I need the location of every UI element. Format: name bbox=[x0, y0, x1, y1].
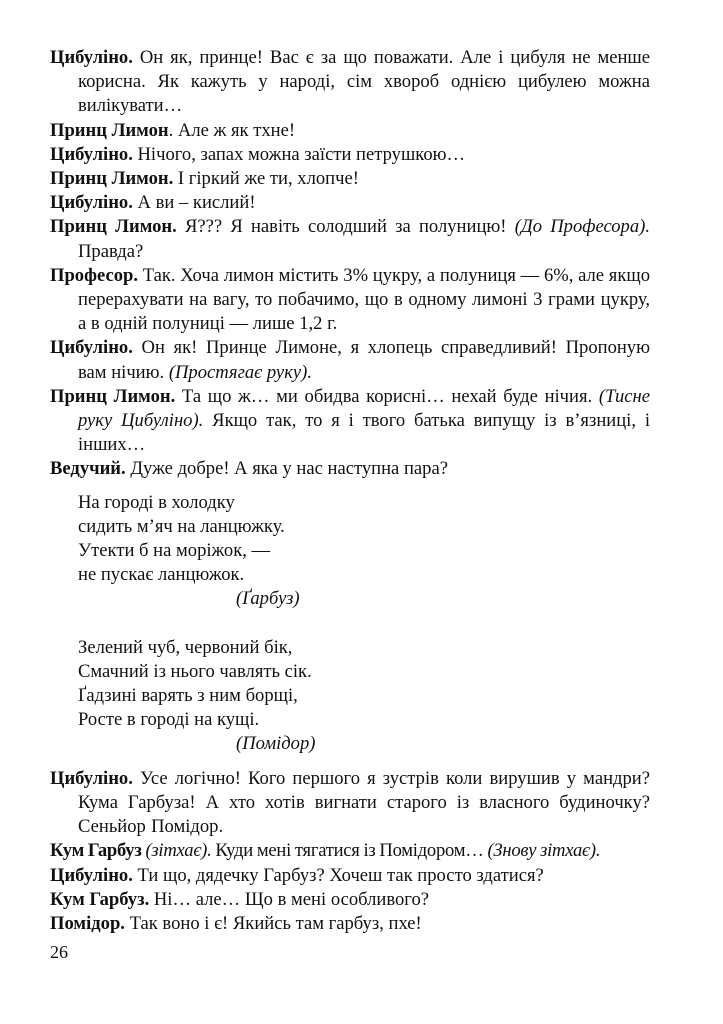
speech-text: . Але ж як тхне! bbox=[168, 119, 296, 141]
verse-line: Утекти б на моріжок, — bbox=[78, 540, 271, 562]
speaker-name: Кум Гарбуз bbox=[50, 840, 142, 862]
speaker-name: Кум Гарбуз. bbox=[50, 888, 150, 910]
riddle-answer: (Ґарбуз) bbox=[236, 588, 300, 610]
dialogue-paragraph bbox=[50, 839, 650, 863]
dialogue-paragraph bbox=[50, 336, 650, 384]
speech-text: Он як! Принце Лимоне, я хлопець справедливий! Пропоную вам нічию. bbox=[78, 337, 650, 383]
speech-text: Я??? Я навіть солодший за полуницю! bbox=[176, 216, 515, 238]
riddle-answer: (Помідор) bbox=[236, 733, 316, 755]
dialogue-paragraph bbox=[50, 143, 650, 167]
dialogue-paragraph bbox=[50, 191, 650, 215]
speaker-name: Цибуліно. bbox=[50, 47, 133, 68]
stage-direction: (Простягає руку). bbox=[168, 361, 312, 383]
speech-text: Правда? bbox=[78, 240, 144, 262]
dialogue-paragraph bbox=[50, 912, 650, 936]
page-number: 26 bbox=[50, 942, 68, 962]
speaker-name: Принц Лимон. bbox=[50, 168, 174, 190]
dialogue-paragraph bbox=[50, 215, 650, 263]
speaker-name: Цибуліно. bbox=[50, 337, 133, 359]
dialogue-paragraph bbox=[50, 457, 650, 481]
dialogue-paragraph bbox=[50, 46, 650, 119]
dialogue-paragraph bbox=[50, 119, 650, 143]
stage-direction: (Тисне руку Цибуліно). bbox=[78, 385, 650, 432]
speaker-name: Принц Лимон bbox=[50, 119, 169, 141]
speech-text: Нічого, запах можна заїсти петрушкою… bbox=[132, 143, 466, 165]
speech-text: Так. Хоча лимон містить 3% цукру, а полуниця — 6%, але якщо перерахувати на вагу, то побачимо, що в одному лимоні 3 грами цукру, а в одній полуниці — лише 1,2 г. bbox=[78, 264, 650, 335]
dialogue-paragraph bbox=[50, 888, 650, 912]
speaker-name: Принц Лимон. bbox=[50, 216, 177, 238]
speaker-name: Цибуліно. bbox=[50, 767, 133, 789]
speech-text: І гіркий же ти, хлопче! bbox=[173, 168, 359, 190]
speech-text: Та що ж… ми обидва корисні… нехай буде нічия. bbox=[175, 385, 599, 407]
stage-direction: (зітхає). bbox=[141, 840, 212, 862]
riddle-verse bbox=[78, 636, 650, 757]
speech-text: Ні… але… Що в мені особливого? bbox=[149, 888, 430, 910]
verse-line: Зелений чуб, червоний бік, bbox=[78, 636, 293, 658]
riddle-verse bbox=[78, 491, 650, 612]
verse-line: Ґадзині варять з ним борщі, bbox=[78, 685, 298, 707]
speech-text: Усе логічно! Кого першого я зустрів коли вирушив у мандри? Кума Гарбуза! А хто хотів вигнати старого із власного будиночку? Сеньйор Помідор. bbox=[78, 767, 650, 838]
speech-text: Якщо так, то я і твого батька випущу із в’язниці, і інших… bbox=[78, 410, 651, 456]
dialogue-paragraph bbox=[50, 264, 650, 337]
verse-line: Росте в городі на кущі. bbox=[78, 709, 260, 731]
speech-text: Куди мені тягатися із Помідором… bbox=[211, 840, 488, 862]
speech-text: Дуже добре! А яка у нас наступна пара? bbox=[125, 458, 448, 480]
speaker-name: Принц Лимон. bbox=[50, 385, 176, 407]
stage-direction: (Знову зітхає). bbox=[487, 840, 601, 862]
speaker-name: Цибуліно. bbox=[50, 864, 133, 886]
verse-line: Смачний із нього чавлять сік. bbox=[78, 660, 312, 682]
speech-text: А ви – кислий! bbox=[132, 192, 256, 214]
speech-text: Он як, принце! Вас є за що поважати. Але і цибуля не менше корисна. Як кажуть у народі, сім хвороб однією цибулею можна вилікувати… bbox=[78, 47, 650, 117]
verse-line: сидить м’яч на ланцюжку. bbox=[78, 515, 285, 537]
play-text bbox=[50, 46, 650, 936]
speaker-name: Цибуліно. bbox=[50, 143, 133, 165]
dialogue-paragraph bbox=[50, 864, 650, 888]
speech-text: Так воно і є! Якийсь там гарбуз, пхе! bbox=[124, 912, 422, 934]
verse-line: На городі в холодку bbox=[78, 491, 235, 513]
speech-text: Ти що, дядечку Гарбуз? Хочеш так просто здатися? bbox=[132, 864, 544, 886]
dialogue-paragraph bbox=[50, 167, 650, 191]
speaker-name: Помідор. bbox=[50, 912, 125, 934]
speaker-name: Цибуліно. bbox=[50, 192, 133, 214]
speaker-name: Професор. bbox=[50, 264, 138, 286]
speaker-name: Ведучий. bbox=[50, 458, 126, 480]
dialogue-paragraph bbox=[50, 767, 650, 840]
verse-line: не пускає ланцюжок. bbox=[78, 564, 245, 586]
dialogue-paragraph bbox=[50, 385, 650, 458]
stage-direction: (До Професора). bbox=[514, 216, 650, 238]
